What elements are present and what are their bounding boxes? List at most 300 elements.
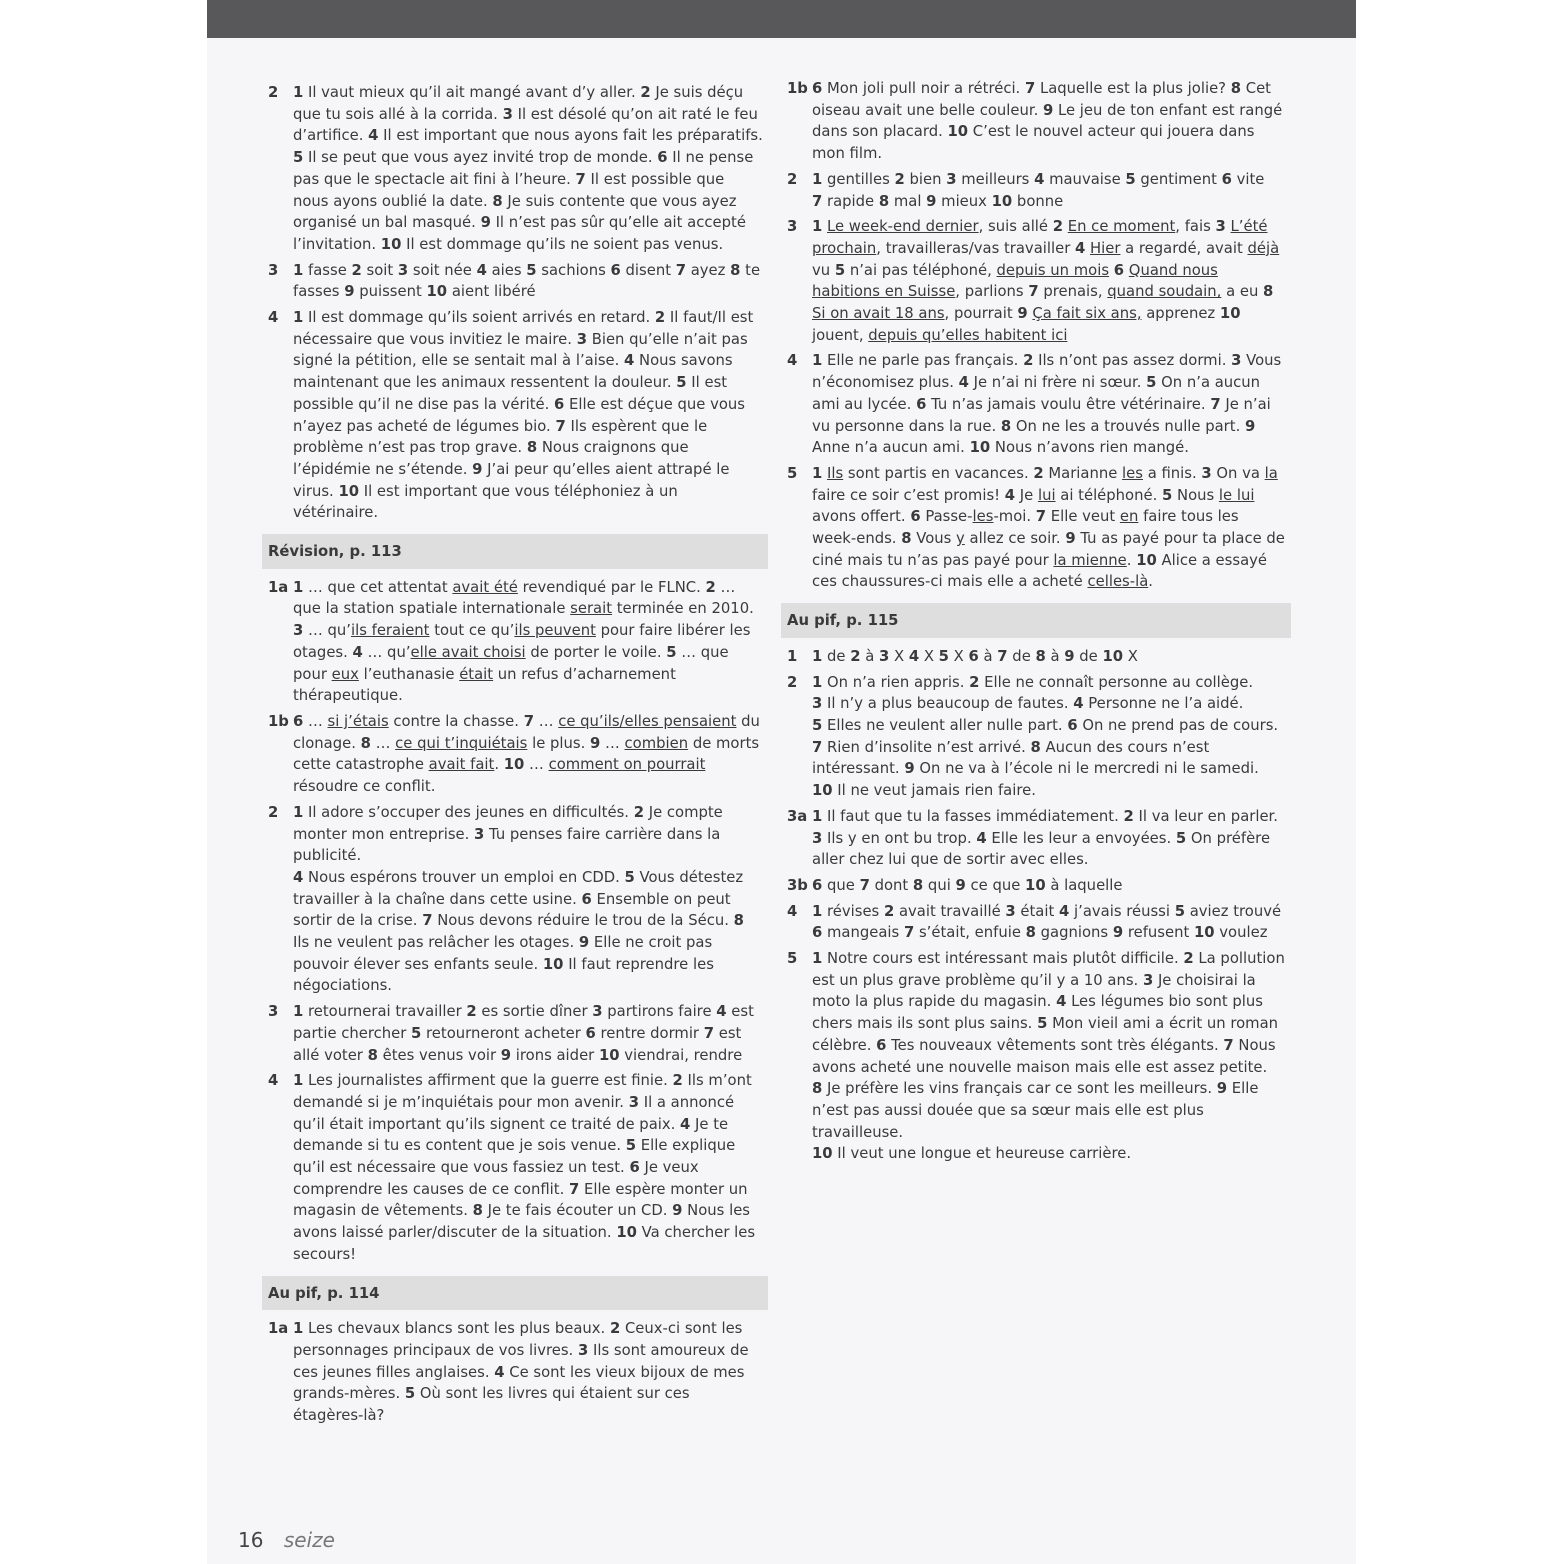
answer-text: Vous détestez travailler à la chaîne dans cette usine. [293, 868, 744, 908]
underlined-answer: En ce moment [1067, 218, 1176, 236]
underlined-answer: depuis un mois [996, 261, 1110, 279]
answer-text: . [1148, 573, 1153, 591]
answer-text: Il faut reprendre les négociations. [293, 955, 714, 995]
answer-text: refusent [1123, 924, 1194, 942]
item-number: 3 [293, 622, 304, 640]
underlined-answer: depuis qu’elles habitent ici [868, 326, 1068, 344]
answer-text: Les légumes bio sont plus chers mais ils sont plus sains. [812, 993, 1263, 1033]
item-number: 8 [1000, 417, 1012, 435]
item-number: 2 [633, 803, 644, 821]
exercise-number: 5 [787, 464, 798, 482]
item-number: 6 [812, 924, 823, 942]
answer-text: Elle est déçue que vous n’ayez pas acheté de légumes bio. [293, 395, 746, 435]
answer-text: apprenez [1141, 305, 1220, 323]
item-number: 2 [705, 578, 716, 596]
item-number: 9 [904, 760, 915, 778]
exercise-number: 3 [787, 218, 798, 236]
item-number: 6 [812, 80, 823, 97]
item-number: 2 [640, 84, 651, 101]
answer-text: était [1015, 902, 1059, 920]
answer-text: Je suis contente que vous ayez organisé un bal masqué. [293, 192, 737, 232]
item-number: 2 [969, 673, 980, 691]
item-number: 7 [812, 192, 823, 210]
item-number: 7 [1223, 1036, 1234, 1054]
underlined-answer: serait [570, 600, 613, 618]
item-number: 1 [293, 1072, 304, 1090]
item-number: 5 [404, 1385, 416, 1403]
answer-text: jouent, [812, 326, 869, 344]
exercise-answers [787, 901, 1287, 944]
exercise-answers [268, 711, 764, 798]
answer-text: te fasses [293, 261, 761, 301]
item-number: 1 [293, 1320, 304, 1338]
item-number: 8 [360, 734, 371, 752]
answer-text: Elle ne croit pas pouvoir élever ses enfants seule. [293, 934, 713, 973]
answer-text: Ensemble on peut sortir de la crise. [293, 890, 731, 930]
answer-text: Personne ne l’a aidé. [1083, 695, 1244, 713]
answer-text: s’était, enfuie [914, 924, 1026, 942]
answer-text: bien [904, 170, 947, 188]
item-number: 10 [1136, 551, 1157, 569]
exercise-number: 1b [268, 712, 289, 730]
answer-text: es sortie dîner [476, 1003, 593, 1021]
item-number: 10 [1194, 924, 1215, 942]
underlined-answer: Ils [827, 464, 844, 482]
item-number: 9 [1244, 417, 1256, 435]
exercise-number: 3 [268, 1003, 279, 1021]
item-number: 1 [812, 464, 823, 482]
underlined-answer: eux [331, 665, 359, 683]
item-number: 2 [1023, 352, 1034, 370]
item-number: 7 [1024, 80, 1036, 97]
item-number: 8 [1263, 283, 1274, 301]
item-number: 10 [542, 955, 564, 973]
item-number: 3 [628, 1093, 639, 1111]
exercise-body [293, 577, 764, 707]
answer-text: Ceux-ci sont les personnages principaux de vos livres. [293, 1320, 743, 1359]
answer-text: viendrai, rendre [619, 1046, 743, 1064]
answer-text: Elle ne parle pas français. [822, 352, 1024, 370]
answer-text: … que la station spatiale internationale [293, 578, 736, 618]
item-number: 1 [293, 1003, 304, 1021]
item-number: 6 [629, 1159, 640, 1177]
item-number: 3 [1201, 464, 1212, 482]
answer-text: On ne va à l’école ni le mercredi ni le samedi. [914, 760, 1259, 778]
exercise-body [812, 169, 1287, 212]
exercise-number: 2 [268, 803, 279, 821]
item-number: 3 [812, 695, 823, 713]
answer-text: Il n’est pas sûr qu’elle ait accepté l’invitation. [293, 214, 746, 253]
item-number: 2 [850, 647, 861, 665]
answer-text: retournerai travailler [303, 1003, 467, 1021]
answer-text: Elle espère monter un magasin de vêtements. [293, 1180, 748, 1220]
item-number: 4 [494, 1363, 505, 1381]
underlined-answer: si j’étais [327, 712, 389, 730]
underlined-answer: ils peuvent [514, 622, 596, 640]
answer-text: vite [1231, 170, 1265, 188]
answer-text: Il faut que tu la fasses immédiatement. [822, 807, 1124, 825]
underlined-answer: comment on pourrait [548, 756, 706, 774]
book-page [207, 0, 1356, 1564]
item-number: 1 [812, 673, 823, 691]
answer-text: le plus. [527, 734, 590, 752]
item-number: 6 [1067, 716, 1078, 734]
answer-text: mangeais [822, 924, 904, 942]
exercise-body [812, 901, 1287, 944]
answer-text: de porter le voile. [525, 643, 667, 661]
underlined-answer: les [1122, 464, 1143, 482]
underlined-answer: était [459, 665, 494, 683]
answer-text: On va [1211, 464, 1265, 482]
underlined-answer: déjà [1247, 239, 1280, 257]
item-number: 4 [1004, 486, 1016, 504]
answer-text: Il a annoncé qu’il était important qu’ils signent ce traité de paix. [293, 1093, 735, 1133]
underlined-answer: Quand nous habitions en Suisse [812, 261, 1218, 301]
answer-text: retourneront acheter [421, 1024, 586, 1042]
answer-text: X [1123, 647, 1138, 665]
answer-text: X [948, 647, 969, 665]
exercise-number: 1 [787, 647, 798, 665]
item-number: 4 [624, 352, 635, 370]
exercise-number: 4 [268, 309, 279, 327]
underlined-answer: quand soudain, [1107, 283, 1222, 301]
answer-text: X [889, 647, 909, 665]
answer-text: Je veux comprendre les causes de ce conflit. [293, 1159, 699, 1198]
item-number: 3 [576, 330, 587, 348]
answer-text: , travailleras/vas travailler [876, 239, 1075, 257]
item-number: 1 [293, 578, 304, 596]
item-number: 4 [476, 261, 487, 279]
exercise-body [293, 711, 764, 798]
exercise-answers [268, 260, 764, 303]
exercise-number: 5 [787, 950, 798, 968]
item-number: 9 [926, 192, 937, 210]
item-number: 7 [903, 924, 915, 942]
answer-text: Il est désolé qu’on ait raté le feu d’artifice. [293, 105, 758, 145]
underlined-answer: le lui [1218, 486, 1255, 504]
item-number: 2 [1033, 464, 1044, 482]
exercise-answers [787, 646, 1287, 668]
item-number: 9 [578, 934, 590, 952]
section-heading: Révision, p. 113 [262, 534, 768, 569]
item-number: 6 [876, 1036, 887, 1054]
answer-text: de morts cette catastrophe [293, 734, 760, 774]
answer-text: Elle ne connaît personne au collège. [979, 673, 1254, 691]
answer-text: … que pour [293, 643, 729, 683]
answer-text: prenais, [1038, 283, 1108, 301]
answer-text: est allé voter [293, 1024, 742, 1064]
underlined-answer: L’été prochain [812, 218, 1268, 257]
answer-text: On n’a aucun ami au lycée. [812, 374, 1261, 413]
answer-text: l’euthanasie [358, 665, 460, 683]
item-number: 5 [411, 1024, 422, 1042]
item-number: 10 [947, 123, 969, 141]
answer-text: meilleurs [956, 170, 1035, 188]
answer-text: Les journalistes affirment que la guerre est finie. [303, 1072, 673, 1090]
item-number: 4 [1059, 902, 1070, 920]
item-number: 3 [1142, 971, 1154, 989]
item-number: 9 [1216, 1080, 1228, 1098]
item-number: 9 [472, 460, 483, 478]
answer-text: n’ai pas téléphoné, [845, 261, 997, 279]
item-number: 8 [367, 1046, 378, 1064]
item-number: 10 [426, 283, 448, 301]
item-number: 3 [878, 647, 890, 665]
answer-text: Il est possible qu’il ne dise pas la vérité. [293, 374, 728, 413]
answer-text: Ils sont amoureux de ces jeunes filles anglaises. [293, 1341, 749, 1381]
item-number: 9 [1065, 530, 1076, 548]
answer-text: Notre cours est intéressant mais plutôt difficile. [822, 950, 1184, 968]
exercise-body [812, 78, 1287, 165]
answer-text: Laquelle est la plus jolie? [1035, 80, 1231, 97]
item-number: 9 [344, 283, 355, 301]
item-number: 7 [703, 1024, 715, 1042]
answer-text: Ils espèrent que le problème n’est pas trop grave. [293, 417, 708, 457]
exercise-number: 4 [268, 1072, 279, 1090]
answer-text: dont [869, 876, 913, 894]
answer-text: Je compte monter mon entreprise. [293, 803, 723, 843]
answer-text: Les chevaux blancs sont les plus beaux. [303, 1320, 610, 1338]
item-number: 3 [577, 1341, 589, 1359]
answer-text: sont partis en vacances. [843, 464, 1034, 482]
item-number: 7 [1028, 283, 1039, 301]
underlined-answer: avait été [452, 578, 518, 596]
answer-text: Va chercher les secours! [293, 1224, 756, 1263]
item-number: 1 [812, 807, 823, 825]
answer-text: Elle les leur a envoyées. [986, 829, 1176, 847]
answer-text: contre la chasse. [388, 712, 524, 730]
underlined-answer: Hier [1090, 239, 1121, 257]
answer-text: rapide [822, 192, 879, 210]
item-number: 2 [1183, 950, 1194, 968]
answer-text: mal [889, 192, 927, 210]
item-number: 2 [1123, 807, 1134, 825]
exercise-answers [787, 350, 1287, 459]
answer-text: mauvaise [1044, 170, 1126, 188]
exercise-body [812, 216, 1287, 346]
exercise-answers [268, 82, 764, 256]
underlined-answer: Le week-end dernier [827, 218, 979, 236]
item-number: 7 [555, 417, 566, 435]
item-number: 8 [1025, 924, 1036, 942]
answer-text: de [1074, 647, 1103, 665]
answer-text: gagnions [1035, 924, 1113, 942]
answer-text: Nous devons réduire le trou de la Sécu. [432, 912, 734, 930]
answer-text: résoudre ce conflit. [293, 778, 436, 796]
answer-text: rentre dormir [595, 1024, 704, 1042]
item-number: 5 [938, 647, 949, 665]
answer-text: gentilles [822, 170, 895, 188]
answer-text: Je [1015, 486, 1038, 504]
item-number: 3 [592, 1003, 603, 1021]
answer-text: soit née [408, 261, 477, 279]
answer-text: irons aider [511, 1046, 599, 1064]
answer-text: Passe- [920, 508, 973, 526]
answer-text: Mon vieil ami a écrit un roman célèbre. [812, 1015, 1279, 1054]
underlined-answer: y [956, 530, 965, 548]
item-number: 10 [812, 782, 833, 800]
item-number: 3 [397, 261, 409, 279]
underlined-answer: la mienne [1053, 551, 1127, 569]
answer-text: sachions [536, 261, 611, 279]
item-number: 6 [910, 508, 921, 526]
answer-text: On n’a rien appris. [822, 673, 970, 691]
answer-text: Il est dommage qu’ils ne soient pas venus. [401, 235, 724, 253]
item-number: 10 [338, 482, 360, 500]
answer-text: Ils m’ont demandé si je m’inquiétais pour mon avenir. [293, 1072, 752, 1111]
left-column [268, 82, 764, 1431]
exercise-number: 3a [787, 807, 808, 825]
item-number: 5 [293, 149, 304, 167]
item-number: 9 [672, 1202, 683, 1220]
underlined-answer: combien [624, 734, 689, 752]
item-number: 1 [293, 261, 304, 279]
item-number: 5 [676, 374, 687, 392]
exercise-body [293, 307, 764, 524]
answer-text: On ne prend pas de cours. [1077, 716, 1279, 734]
exercise-body [293, 82, 764, 256]
exercise-body [293, 802, 764, 997]
answer-text: à [978, 647, 998, 665]
answer-text: Vous [911, 530, 957, 548]
answer-text: Il adore s’occuper des jeunes en difficultés. [303, 803, 634, 821]
item-number: 5 [834, 261, 846, 279]
item-number: 10 [1025, 876, 1046, 894]
item-number: 5 [625, 1137, 637, 1155]
answer-text: … qu’ [362, 643, 411, 661]
item-number: 8 [472, 1202, 483, 1220]
underlined-answer: Si on avait 18 ans [812, 305, 945, 323]
answer-text: Marianne [1043, 464, 1123, 482]
item-number: 2 [609, 1320, 621, 1338]
answer-text: Tes nouveaux vêtements sont très élégants. [886, 1036, 1224, 1054]
answer-text: un refus d’acharnement thérapeutique. [293, 665, 676, 705]
answer-text: puissent [354, 283, 427, 301]
item-number: 8 [901, 530, 912, 548]
answer-text: tout ce qu’ [429, 622, 515, 640]
exercise-body [812, 646, 1287, 668]
answer-text: Elle veut [1046, 508, 1120, 526]
underlined-answer: ils feraient [350, 622, 430, 640]
answer-text: voulez [1214, 924, 1268, 942]
page-number-word: seize [283, 1528, 335, 1552]
item-number: 6 [1221, 170, 1232, 188]
exercise-number: 2 [268, 84, 279, 101]
answer-text: Je te fais écouter un CD. [482, 1202, 673, 1220]
answer-text: de [822, 647, 851, 665]
item-number: 2 [351, 261, 362, 279]
item-number: 9 [480, 214, 491, 232]
item-number: 10 [991, 192, 1013, 210]
answer-text: de [1007, 647, 1036, 665]
answer-text: … [370, 734, 396, 752]
exercise-answers [268, 1070, 764, 1265]
answer-text: aviez trouvé [1185, 902, 1282, 920]
item-number: 2 [1052, 218, 1064, 236]
item-number: 4 [1073, 695, 1084, 713]
item-number: 1 [293, 84, 304, 101]
item-number: 5 [1175, 829, 1187, 847]
answer-text: vu [812, 261, 835, 279]
answer-text: Il va leur en parler. [1133, 807, 1278, 825]
item-number: 3 [1005, 902, 1016, 920]
exercise-number: 3b [787, 876, 808, 894]
answer-text: On ne les a trouvés nulle part. [1011, 417, 1245, 435]
answer-text: ai téléphoné. [1055, 486, 1162, 504]
answer-text: . [494, 756, 504, 774]
item-number: 10 [1219, 305, 1241, 323]
item-number: 9 [1064, 647, 1075, 665]
answer-text: Le jeu de ton enfant est rangé dans son placard. [812, 101, 1283, 141]
answer-text: a eu [1221, 283, 1264, 301]
answer-text: à laquelle [1045, 876, 1123, 894]
answer-text: est partie chercher [293, 1003, 754, 1042]
answer-text: Je n’ai vu personne dans la rue. [812, 395, 1271, 435]
item-number: 2 [654, 309, 666, 327]
exercise-body [812, 948, 1287, 1165]
item-number: 6 [554, 395, 565, 413]
answer-text: Bien qu’elle n’ait pas signé la pétition, elle se sentait mal à l’aise. [293, 330, 748, 370]
answer-text: … [533, 712, 559, 730]
underlined-answer: la [1264, 464, 1278, 482]
answer-text: J’ai peur qu’elles aient attrapé le virus. [293, 460, 730, 500]
item-number: 10 [616, 1224, 637, 1242]
answer-text: Rien d’insolite n’est arrivé. [822, 738, 1031, 756]
answer-text: … [524, 756, 549, 774]
answer-text: Nous craignons que l’épidémie ne s’étende. [293, 439, 689, 478]
answer-text: Ils y en ont bu trop. [822, 829, 977, 847]
item-number: 1 [812, 352, 823, 370]
answer-text: faire tous les week-ends. [812, 508, 1239, 548]
item-number: 6 [812, 876, 823, 894]
item-number: 5 [624, 868, 635, 886]
exercise-answers [268, 307, 764, 524]
answer-text: aies [486, 261, 527, 279]
answer-text: fasse [303, 261, 352, 279]
answer-text: soit [361, 261, 398, 279]
answer-text: faire ce soir c’est promis! [812, 486, 1005, 504]
answer-text: du clonage. [293, 712, 760, 752]
item-number: 3 [1231, 352, 1242, 370]
answer-text: Il ne pense pas que le spectacle ait fini à l’heure. [293, 149, 754, 188]
answer-text: Ils n’ont pas assez dormi. [1033, 352, 1232, 370]
answer-text: Vous n’économisez plus. [812, 352, 1282, 392]
item-number: 5 [1125, 170, 1136, 188]
item-number: 9 [1043, 101, 1054, 119]
item-number: 1 [812, 218, 823, 236]
answer-text: … [303, 712, 328, 730]
exercise-number: 2 [787, 170, 798, 188]
item-number: 10 [812, 1145, 833, 1163]
page-number: 16 [238, 1528, 264, 1552]
answer-text: revendiqué par le FLNC. [517, 578, 706, 596]
item-number: 5 [526, 261, 537, 279]
answer-text: Elles ne veulent aller nulle part. [822, 716, 1068, 734]
answer-text: Nous savons maintenant que les animaux ressentent la douleur. [293, 352, 733, 392]
item-number: 7 [812, 738, 823, 756]
item-number: 10 [969, 439, 991, 457]
exercise-answers [787, 948, 1287, 1165]
answer-text: a finis. [1142, 464, 1202, 482]
item-number: 7 [1210, 395, 1221, 413]
answer-text: à [1045, 647, 1065, 665]
item-number: 4 [958, 374, 969, 392]
item-number: 6 [581, 890, 592, 908]
item-number: 9 [955, 876, 966, 894]
item-number: 4 [716, 1003, 727, 1021]
answer-text: . [1126, 551, 1137, 569]
answer-text: Il est important que vous téléphoniez à un vétérinaire. [293, 482, 678, 522]
